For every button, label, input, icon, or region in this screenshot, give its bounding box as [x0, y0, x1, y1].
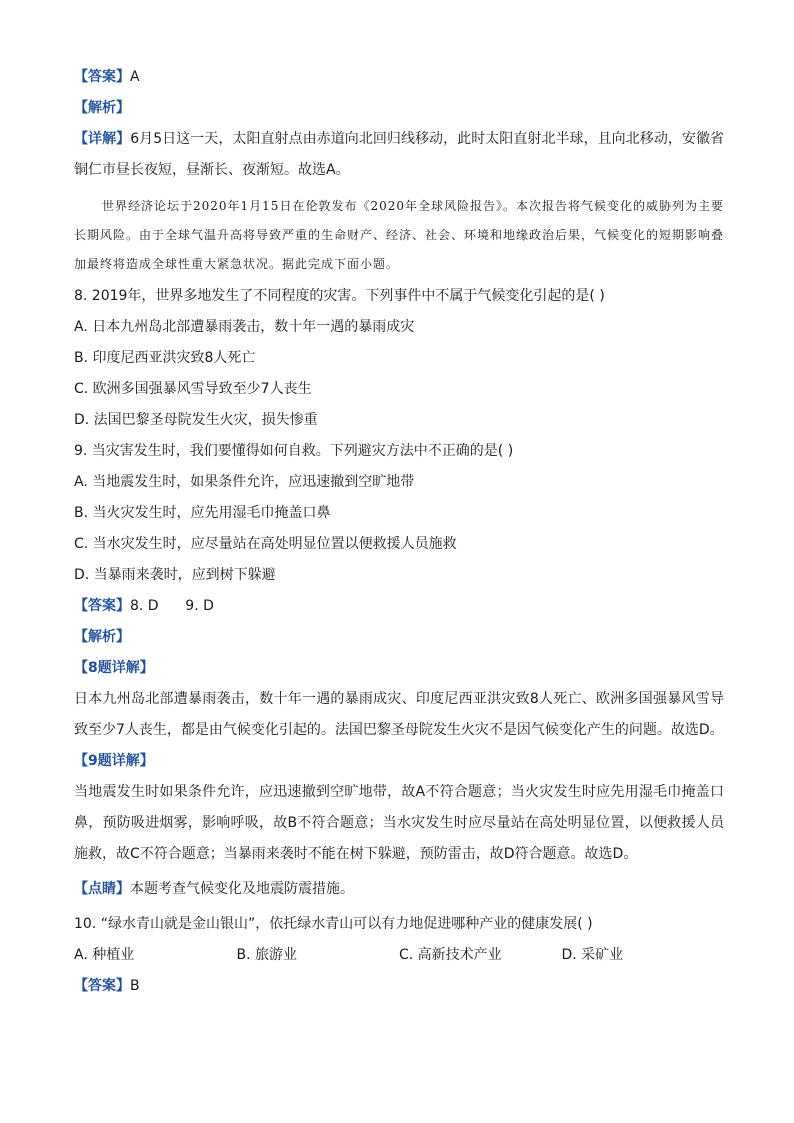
detail-paragraph — [74, 124, 724, 186]
detail-9-text: 当地震发生时如果条件允许，应迅速撤到空旷地带，故A不符合题意；当火灾发生时应先用湿毛巾掩盖口鼻，预防吸进烟雾，影响呼吸，故B不符合题意；当水灾发生时应尽量站在高处明显位置，以便救援人员施救，故C不符合题意；当暴雨来袭时不能在树下躲避，预防雷击，故D符合题意。故选D。 — [74, 784, 724, 862]
answer-value: B — [130, 978, 140, 994]
question-10-option-d: D. 采矿业 — [561, 947, 624, 963]
reading-passage: 世界经济论坛于2020年1月15日在伦敦发布《2020年全球风险报告》。本次报告将气候变化的威胁列为主要长期风险。由于全球气温升高将导致严重的生命财产、经济、社会、环境和地缘政治后果，气候变化的短期影响叠加最终将造成全球性重大紧急状况。据此完成下面小题。 — [74, 199, 725, 271]
answer-tag: 【答案】 — [74, 69, 130, 85]
answer-line — [74, 62, 724, 93]
detail-8-heading — [74, 653, 724, 684]
question-10-option-c: C. 高新技术产业 — [399, 947, 502, 963]
question-9-option-b: B. 当火灾发生时，应先用湿毛巾掩盖口鼻 — [74, 505, 331, 521]
analysis-line — [74, 93, 724, 124]
document-page — [74, 62, 724, 1002]
answer-line — [74, 971, 724, 1002]
question-8-option-a: A. 日本九州岛北部遭暴雨袭击，数十年一遇的暴雨成灾 — [74, 319, 415, 335]
detail-9-tag: 【9题详解】 — [74, 753, 154, 769]
question-9-option-c: C. 当水灾发生时，应尽量站在高处明显位置以便救援人员施救 — [74, 536, 457, 552]
question-8-option-b: B. 印度尼西亚洪灾致8人死亡 — [74, 350, 256, 366]
comment-text: 本题考查气候变化及地震防震措施。 — [130, 881, 354, 897]
question-10-option-a: A. 种植业 — [74, 947, 135, 963]
question-8-option-c: C. 欧洲多国强暴风雪导致至少7人丧生 — [74, 381, 312, 397]
answer-value: A — [130, 69, 140, 85]
analysis-tag: 【解析】 — [74, 629, 130, 645]
analysis-tag: 【解析】 — [74, 100, 130, 116]
answer-tag: 【答案】 — [74, 598, 130, 614]
question-10-option-b: B. 旅游业 — [236, 947, 298, 963]
question-8-stem: 8. 2019年，世界多地发生了不同程度的灾害。下列事件中不属于气候变化引起的是( ) — [74, 288, 605, 304]
question-9-stem: 9. 当灾害发生时，我们要懂得如何自救。下列避灾方法中不正确的是( ) — [74, 443, 514, 459]
answer-value: 8. D 9. D — [130, 598, 214, 614]
question-8-option-d: D. 法国巴黎圣母院发生火灾，损失惨重 — [74, 412, 318, 428]
question-9-option-a: A. 当地震发生时，如果条件允许，应迅速撤到空旷地带 — [74, 474, 415, 490]
detail-text: 6月5日这一天，太阳直射点由赤道向北回归线移动，此时太阳直射北半球，且向北移动，安徽省铜仁市昼长夜短，昼渐长、夜渐短。故选A。 — [74, 131, 725, 178]
answer-tag: 【答案】 — [74, 978, 130, 994]
question-10-options — [74, 940, 724, 971]
question-9-option-d: D. 当暴雨来袭时，应到树下躲避 — [74, 567, 276, 583]
question-10-stem: 10. “绿水青山就是金山银山”，依托绿水青山可以有力地促进哪种产业的健康发展( ) — [74, 916, 593, 932]
analysis-line — [74, 622, 724, 653]
detail-9-heading — [74, 746, 724, 777]
answer-line — [74, 591, 724, 622]
detail-8-text: 日本九州岛北部遭暴雨袭击，数十年一遇的暴雨成灾、印度尼西亚洪灾致8人死亡、欧洲多国强暴风雪导致至少7人丧生，都是由气候变化引起的。法国巴黎圣母院发生火灾不是因气候变化产生的问题。故选D。 — [74, 691, 724, 738]
comment-tag: 【点睛】 — [74, 881, 130, 897]
detail-8-tag: 【8题详解】 — [74, 660, 154, 676]
comment-line — [74, 874, 724, 905]
detail-tag: 【详解】 — [74, 131, 131, 147]
